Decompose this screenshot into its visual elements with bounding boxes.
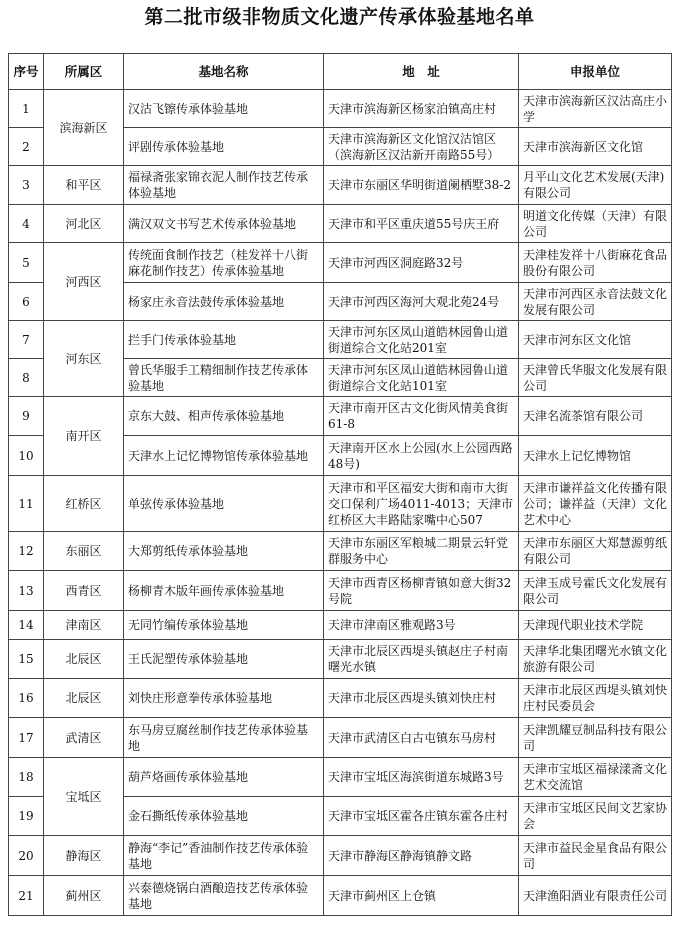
cell-unit: 天津曾氏华服文化发展有限公司 — [519, 359, 672, 397]
cell-address: 天津市河东区凤山道皓林园鲁山道街道综合文化站101室 — [324, 359, 519, 397]
cell-district: 南开区 — [44, 397, 124, 476]
cell-name: 杨柳青木版年画传承体验基地 — [124, 571, 324, 611]
cell-seq: 6 — [9, 283, 44, 321]
cell-seq: 16 — [9, 679, 44, 718]
cell-seq: 14 — [9, 611, 44, 640]
cell-address: 天津市东丽区军粮城二期景云轩党群服务中心 — [324, 532, 519, 571]
cell-address: 天津市和平区重庆道55号庆王府 — [324, 205, 519, 243]
cell-district: 河西区 — [44, 243, 124, 321]
cell-name: 大郑剪纸传承体验基地 — [124, 532, 324, 571]
cell-district: 津南区 — [44, 611, 124, 640]
cell-address: 天津市宝坻区海滨街道东城路3号 — [324, 758, 519, 797]
cell-district: 河北区 — [44, 205, 124, 243]
cell-district: 武清区 — [44, 718, 124, 758]
cell-unit: 天津渔阳酒业有限责任公司 — [519, 876, 672, 916]
cell-name: 曾氏华服手工精细制作技艺传承体验基地 — [124, 359, 324, 397]
cell-name: 静海“李记”香油制作技艺传承体验基地 — [124, 836, 324, 876]
cell-seq: 2 — [9, 128, 44, 166]
cell-unit: 天津华北集团曙光水镇文化旅游有限公司 — [519, 640, 672, 679]
heritage-base-table — [8, 53, 672, 916]
header-address: 地 址 — [324, 54, 519, 90]
table-row — [9, 876, 672, 916]
table-row — [9, 679, 672, 718]
table-row — [9, 166, 672, 205]
cell-unit: 天津现代职业技术学院 — [519, 611, 672, 640]
table-row — [9, 571, 672, 611]
cell-unit: 天津凯耀豆制品科技有限公司 — [519, 718, 672, 758]
cell-address: 天津市津南区雅观路3号 — [324, 611, 519, 640]
cell-address: 天津市北辰区西堤头镇赵庄子村南曙光水镇 — [324, 640, 519, 679]
cell-unit: 天津市宝坻区民间文艺家协会 — [519, 797, 672, 836]
cell-seq: 13 — [9, 571, 44, 611]
cell-seq: 7 — [9, 321, 44, 359]
cell-district: 东丽区 — [44, 532, 124, 571]
cell-district: 滨海新区 — [44, 90, 124, 166]
cell-name: 王氏泥塑传承体验基地 — [124, 640, 324, 679]
cell-seq: 18 — [9, 758, 44, 797]
cell-name: 满汉双文书写艺术传承体验基地 — [124, 205, 324, 243]
cell-name: 评剧传承体验基地 — [124, 128, 324, 166]
cell-unit: 天津水上记忆博物馆 — [519, 436, 672, 476]
cell-name: 拦手门传承体验基地 — [124, 321, 324, 359]
table-row — [9, 243, 672, 283]
cell-seq: 1 — [9, 90, 44, 128]
cell-unit: 天津市北辰区西堤头镇刘快庄村民委员会 — [519, 679, 672, 718]
cell-seq: 10 — [9, 436, 44, 476]
cell-address: 天津市北辰区西堤头镇刘快庄村 — [324, 679, 519, 718]
cell-district: 蓟州区 — [44, 876, 124, 916]
table-row — [9, 611, 672, 640]
cell-address: 天津市东丽区华明街道阑栖墅38-2 — [324, 166, 519, 205]
table-row — [9, 640, 672, 679]
page-title: 第二批市级非物质文化遗产传承体验基地名单 — [144, 6, 535, 28]
cell-address: 天津市和平区福安大街和南市大街交口保利广场4011-4013；天津市红桥区大丰路陆家嘴中心507 — [324, 476, 519, 532]
cell-name: 天津水上记忆博物馆传承体验基地 — [124, 436, 324, 476]
table-row — [9, 718, 672, 758]
cell-district: 西青区 — [44, 571, 124, 611]
table-row — [9, 397, 672, 436]
cell-name: 金石撕纸传承体验基地 — [124, 797, 324, 836]
cell-seq: 4 — [9, 205, 44, 243]
cell-unit: 天津玉成号霍氏文化发展有限公司 — [519, 571, 672, 611]
cell-unit: 月平山文化艺术发展(天津)有限公司 — [519, 166, 672, 205]
cell-address: 天津市静海区静海镇静文路 — [324, 836, 519, 876]
cell-address: 天津市宝坻区霍各庄镇东霍各庄村 — [324, 797, 519, 836]
cell-name: 兴泰德烧锅白酒酿造技艺传承体验基地 — [124, 876, 324, 916]
cell-district: 北辰区 — [44, 679, 124, 718]
header-seq: 序号 — [9, 54, 44, 90]
cell-unit: 天津市河西区永音法鼓文化发展有限公司 — [519, 283, 672, 321]
cell-unit: 天津市益民金星食品有限公司 — [519, 836, 672, 876]
cell-address: 天津市滨海新区杨家泊镇高庄村 — [324, 90, 519, 128]
cell-seq: 20 — [9, 836, 44, 876]
table-row — [9, 836, 672, 876]
cell-unit: 天津市谦祥益文化传播有限公司；谦祥益（天津）文化艺术中心 — [519, 476, 672, 532]
cell-unit: 天津市宝坻区福禄漾斋文化艺术交流馆 — [519, 758, 672, 797]
cell-address: 天津市西青区杨柳青镇如意大街32号院 — [324, 571, 519, 611]
cell-seq: 11 — [9, 476, 44, 532]
table-row — [9, 90, 672, 128]
cell-district: 红桥区 — [44, 476, 124, 532]
cell-seq: 3 — [9, 166, 44, 205]
cell-address: 天津市滨海新区文化馆汉沽馆区（滨海新区汉沽新开南路55号） — [324, 128, 519, 166]
cell-seq: 15 — [9, 640, 44, 679]
cell-name: 传统面食制作技艺（桂发祥十八街麻花制作技艺）传承体验基地 — [124, 243, 324, 283]
cell-address: 天津市河东区凤山道皓林园鲁山道街道综合文化站201室 — [324, 321, 519, 359]
table-row — [9, 476, 672, 532]
cell-address: 天津市蓟州区上仓镇 — [324, 876, 519, 916]
cell-address: 天津南开区水上公园(水上公园西路48号) — [324, 436, 519, 476]
cell-name: 福禄斋张家锦衣泥人制作技艺传承体验基地 — [124, 166, 324, 205]
cell-seq: 17 — [9, 718, 44, 758]
cell-seq: 9 — [9, 397, 44, 436]
cell-district: 静海区 — [44, 836, 124, 876]
cell-name: 汉沽飞镲传承体验基地 — [124, 90, 324, 128]
header-name: 基地名称 — [124, 54, 324, 90]
header-district: 所属区 — [44, 54, 124, 90]
table-row — [9, 205, 672, 243]
cell-unit: 天津桂发祥十八街麻花食品股份有限公司 — [519, 243, 672, 283]
cell-district: 河东区 — [44, 321, 124, 397]
cell-address: 天津市河西区海河大观北苑24号 — [324, 283, 519, 321]
cell-unit: 天津市滨海新区文化馆 — [519, 128, 672, 166]
cell-name: 东马房豆腐丝制作技艺传承体验基地 — [124, 718, 324, 758]
table-row — [9, 321, 672, 359]
table-row — [9, 532, 672, 571]
cell-unit: 天津名流茶馆有限公司 — [519, 397, 672, 436]
cell-name: 刘快庄形意拳传承体验基地 — [124, 679, 324, 718]
cell-address: 天津市南开区古文化街风情美食街61-8 — [324, 397, 519, 436]
cell-seq: 5 — [9, 243, 44, 283]
cell-unit: 天津市东丽区大郑慧源剪纸有限公司 — [519, 532, 672, 571]
cell-district: 北辰区 — [44, 640, 124, 679]
cell-unit: 天津市滨海新区汉沽高庄小学 — [519, 90, 672, 128]
cell-name: 京东大鼓、相声传承体验基地 — [124, 397, 324, 436]
cell-seq: 21 — [9, 876, 44, 916]
cell-name: 杨家庄永音法鼓传承体验基地 — [124, 283, 324, 321]
cell-address: 天津市武清区白古屯镇东马房村 — [324, 718, 519, 758]
header-unit: 申报单位 — [519, 54, 672, 90]
cell-unit: 天津市河东区文化馆 — [519, 321, 672, 359]
cell-district: 宝坻区 — [44, 758, 124, 836]
cell-address: 天津市河西区洞庭路32号 — [324, 243, 519, 283]
cell-unit: 明道文化传媒（天津）有限公司 — [519, 205, 672, 243]
cell-name: 无同竹编传承体验基地 — [124, 611, 324, 640]
cell-name: 单弦传承体验基地 — [124, 476, 324, 532]
cell-seq: 8 — [9, 359, 44, 397]
cell-seq: 19 — [9, 797, 44, 836]
cell-district: 和平区 — [44, 166, 124, 205]
table-row — [9, 758, 672, 797]
table-header-row — [9, 54, 672, 90]
cell-name: 葫芦烙画传承体验基地 — [124, 758, 324, 797]
cell-seq: 12 — [9, 532, 44, 571]
